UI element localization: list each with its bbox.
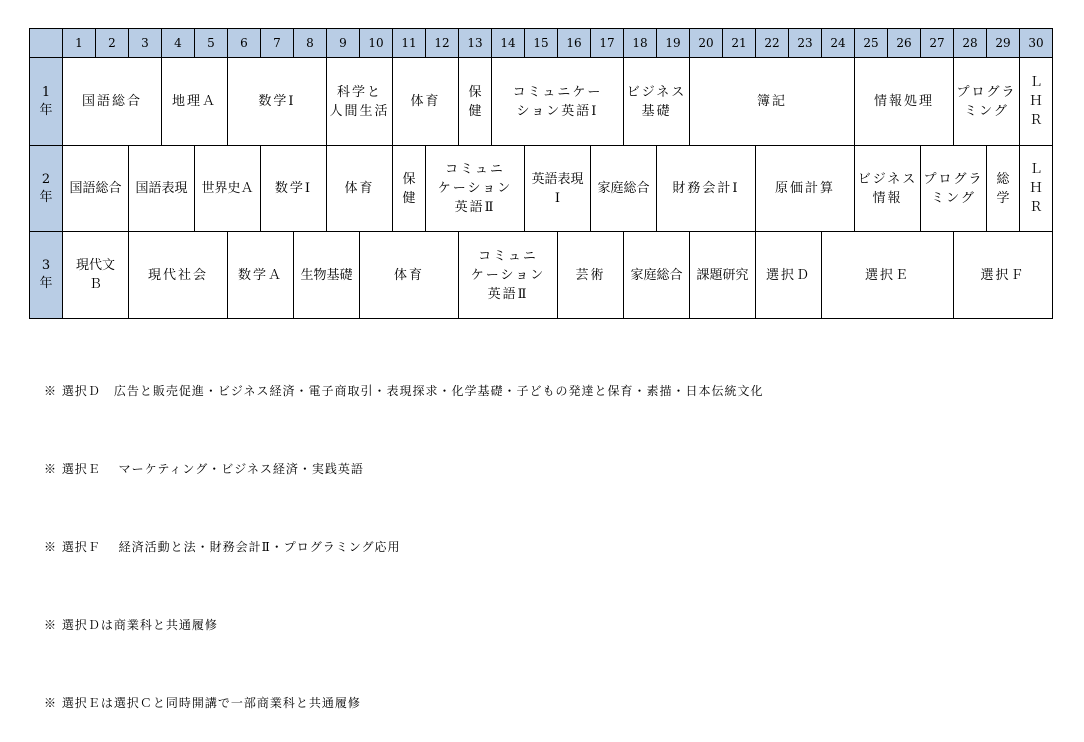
- period-number: 2: [96, 29, 129, 58]
- period-number: 6: [228, 29, 261, 58]
- period-number: 24: [822, 29, 855, 58]
- subject-cell: プログラ ミング: [954, 58, 1020, 146]
- subject-cell: 世界史Ａ: [195, 146, 261, 232]
- subject-cell: 数学Ⅰ: [261, 146, 327, 232]
- subject-cell: 家庭総合: [591, 146, 657, 232]
- header-row: [30, 29, 1053, 58]
- subject-cell: 保 健: [459, 58, 492, 146]
- subject-cell: プログラ ミング: [921, 146, 987, 232]
- grade-label: 3 年: [30, 232, 63, 319]
- subject-cell: 課題研究: [690, 232, 756, 319]
- subject-cell: ビジネス 情報: [855, 146, 921, 232]
- period-number: 30: [1020, 29, 1053, 58]
- grade-2-row: [30, 146, 1053, 232]
- grade-1-row: [30, 58, 1053, 146]
- subject-cell: 国語総合: [63, 146, 129, 232]
- period-number: 16: [558, 29, 591, 58]
- period-number: 20: [690, 29, 723, 58]
- subject-cell: 国語総合: [63, 58, 162, 146]
- subject-cell: 家庭総合: [624, 232, 690, 319]
- subject-cell: ビジネス 基礎: [624, 58, 690, 146]
- subject-cell: 現代社会: [129, 232, 228, 319]
- period-number: 7: [261, 29, 294, 58]
- subject-cell: 簿記: [690, 58, 855, 146]
- period-number: 28: [954, 29, 987, 58]
- period-number: 5: [195, 29, 228, 58]
- period-number: 15: [525, 29, 558, 58]
- subject-cell: 現代文 Ｂ: [63, 232, 129, 319]
- subject-cell: 総 学: [987, 146, 1020, 232]
- subject-cell: 体育: [327, 146, 393, 232]
- subject-cell: 原価計算: [756, 146, 855, 232]
- subject-cell: 英語表現 Ⅰ: [525, 146, 591, 232]
- period-number: 23: [789, 29, 822, 58]
- subject-cell: 体育: [393, 58, 459, 146]
- corner-cell: [30, 29, 63, 58]
- grade-3-row: [30, 232, 1053, 319]
- subject-cell: 数学Ⅰ: [228, 58, 327, 146]
- period-number: 19: [657, 29, 690, 58]
- subject-cell: 選択Ｄ: [756, 232, 822, 319]
- note-line: ※ 選択Ｅ マーケティング・ビジネス経済・実践英語: [44, 462, 364, 476]
- subject-cell: 科学と 人間生活: [327, 58, 393, 146]
- notes-section: [44, 326, 763, 742]
- grade-label: 1 年: [30, 58, 63, 146]
- period-number: 27: [921, 29, 954, 58]
- subject-cell: 選択Ｅ: [822, 232, 954, 319]
- period-number: 14: [492, 29, 525, 58]
- subject-cell: 選択Ｆ: [954, 232, 1053, 319]
- subject-cell: 地理Ａ: [162, 58, 228, 146]
- subject-cell: 国語表現: [129, 146, 195, 232]
- grade-label: 2 年: [30, 146, 63, 232]
- period-number: 13: [459, 29, 492, 58]
- subject-cell: コミュニ ケーション 英語Ⅱ: [459, 232, 558, 319]
- subject-cell: 数学Ａ: [228, 232, 294, 319]
- period-number: 1: [63, 29, 96, 58]
- period-number: 18: [624, 29, 657, 58]
- period-number: 3: [129, 29, 162, 58]
- period-number: 10: [360, 29, 393, 58]
- period-number: 4: [162, 29, 195, 58]
- period-number: 29: [987, 29, 1020, 58]
- subject-cell: 情報処理: [855, 58, 954, 146]
- subject-cell: 財務会計Ⅰ: [657, 146, 756, 232]
- note-line: ※ 選択Ｄ 広告と販売促進・ビジネス経済・電子商取引・表現探求・化学基礎・子どもの発達と保育・素描・日本伝統文化: [44, 384, 764, 398]
- note-line: ※ 選択Ｄは商業科と共通履修: [44, 618, 218, 632]
- period-number: 25: [855, 29, 888, 58]
- period-number: 8: [294, 29, 327, 58]
- subject-cell: 芸術: [558, 232, 624, 319]
- subject-cell: Ｌ Ｈ Ｒ: [1020, 58, 1053, 146]
- period-number: 11: [393, 29, 426, 58]
- note-line: ※ 選択Ｅは選択Ｃと同時開講で一部商業科と共通履修: [44, 696, 361, 710]
- timetable-grid: [29, 28, 1053, 319]
- subject-cell: コミュニ ケーション 英語Ⅱ: [426, 146, 525, 232]
- period-number: 12: [426, 29, 459, 58]
- subject-cell: 生物基礎: [294, 232, 360, 319]
- note-line: ※ 選択Ｆ 経済活動と法・財務会計Ⅱ・プログラミング応用: [44, 540, 401, 554]
- period-number: 22: [756, 29, 789, 58]
- period-number: 21: [723, 29, 756, 58]
- period-number: 17: [591, 29, 624, 58]
- period-number: 9: [327, 29, 360, 58]
- period-number: 26: [888, 29, 921, 58]
- subject-cell: Ｌ Ｈ Ｒ: [1020, 146, 1053, 232]
- subject-cell: コミュニケー ション英語Ⅰ: [492, 58, 624, 146]
- subject-cell: 体育: [360, 232, 459, 319]
- subject-cell: 保 健: [393, 146, 426, 232]
